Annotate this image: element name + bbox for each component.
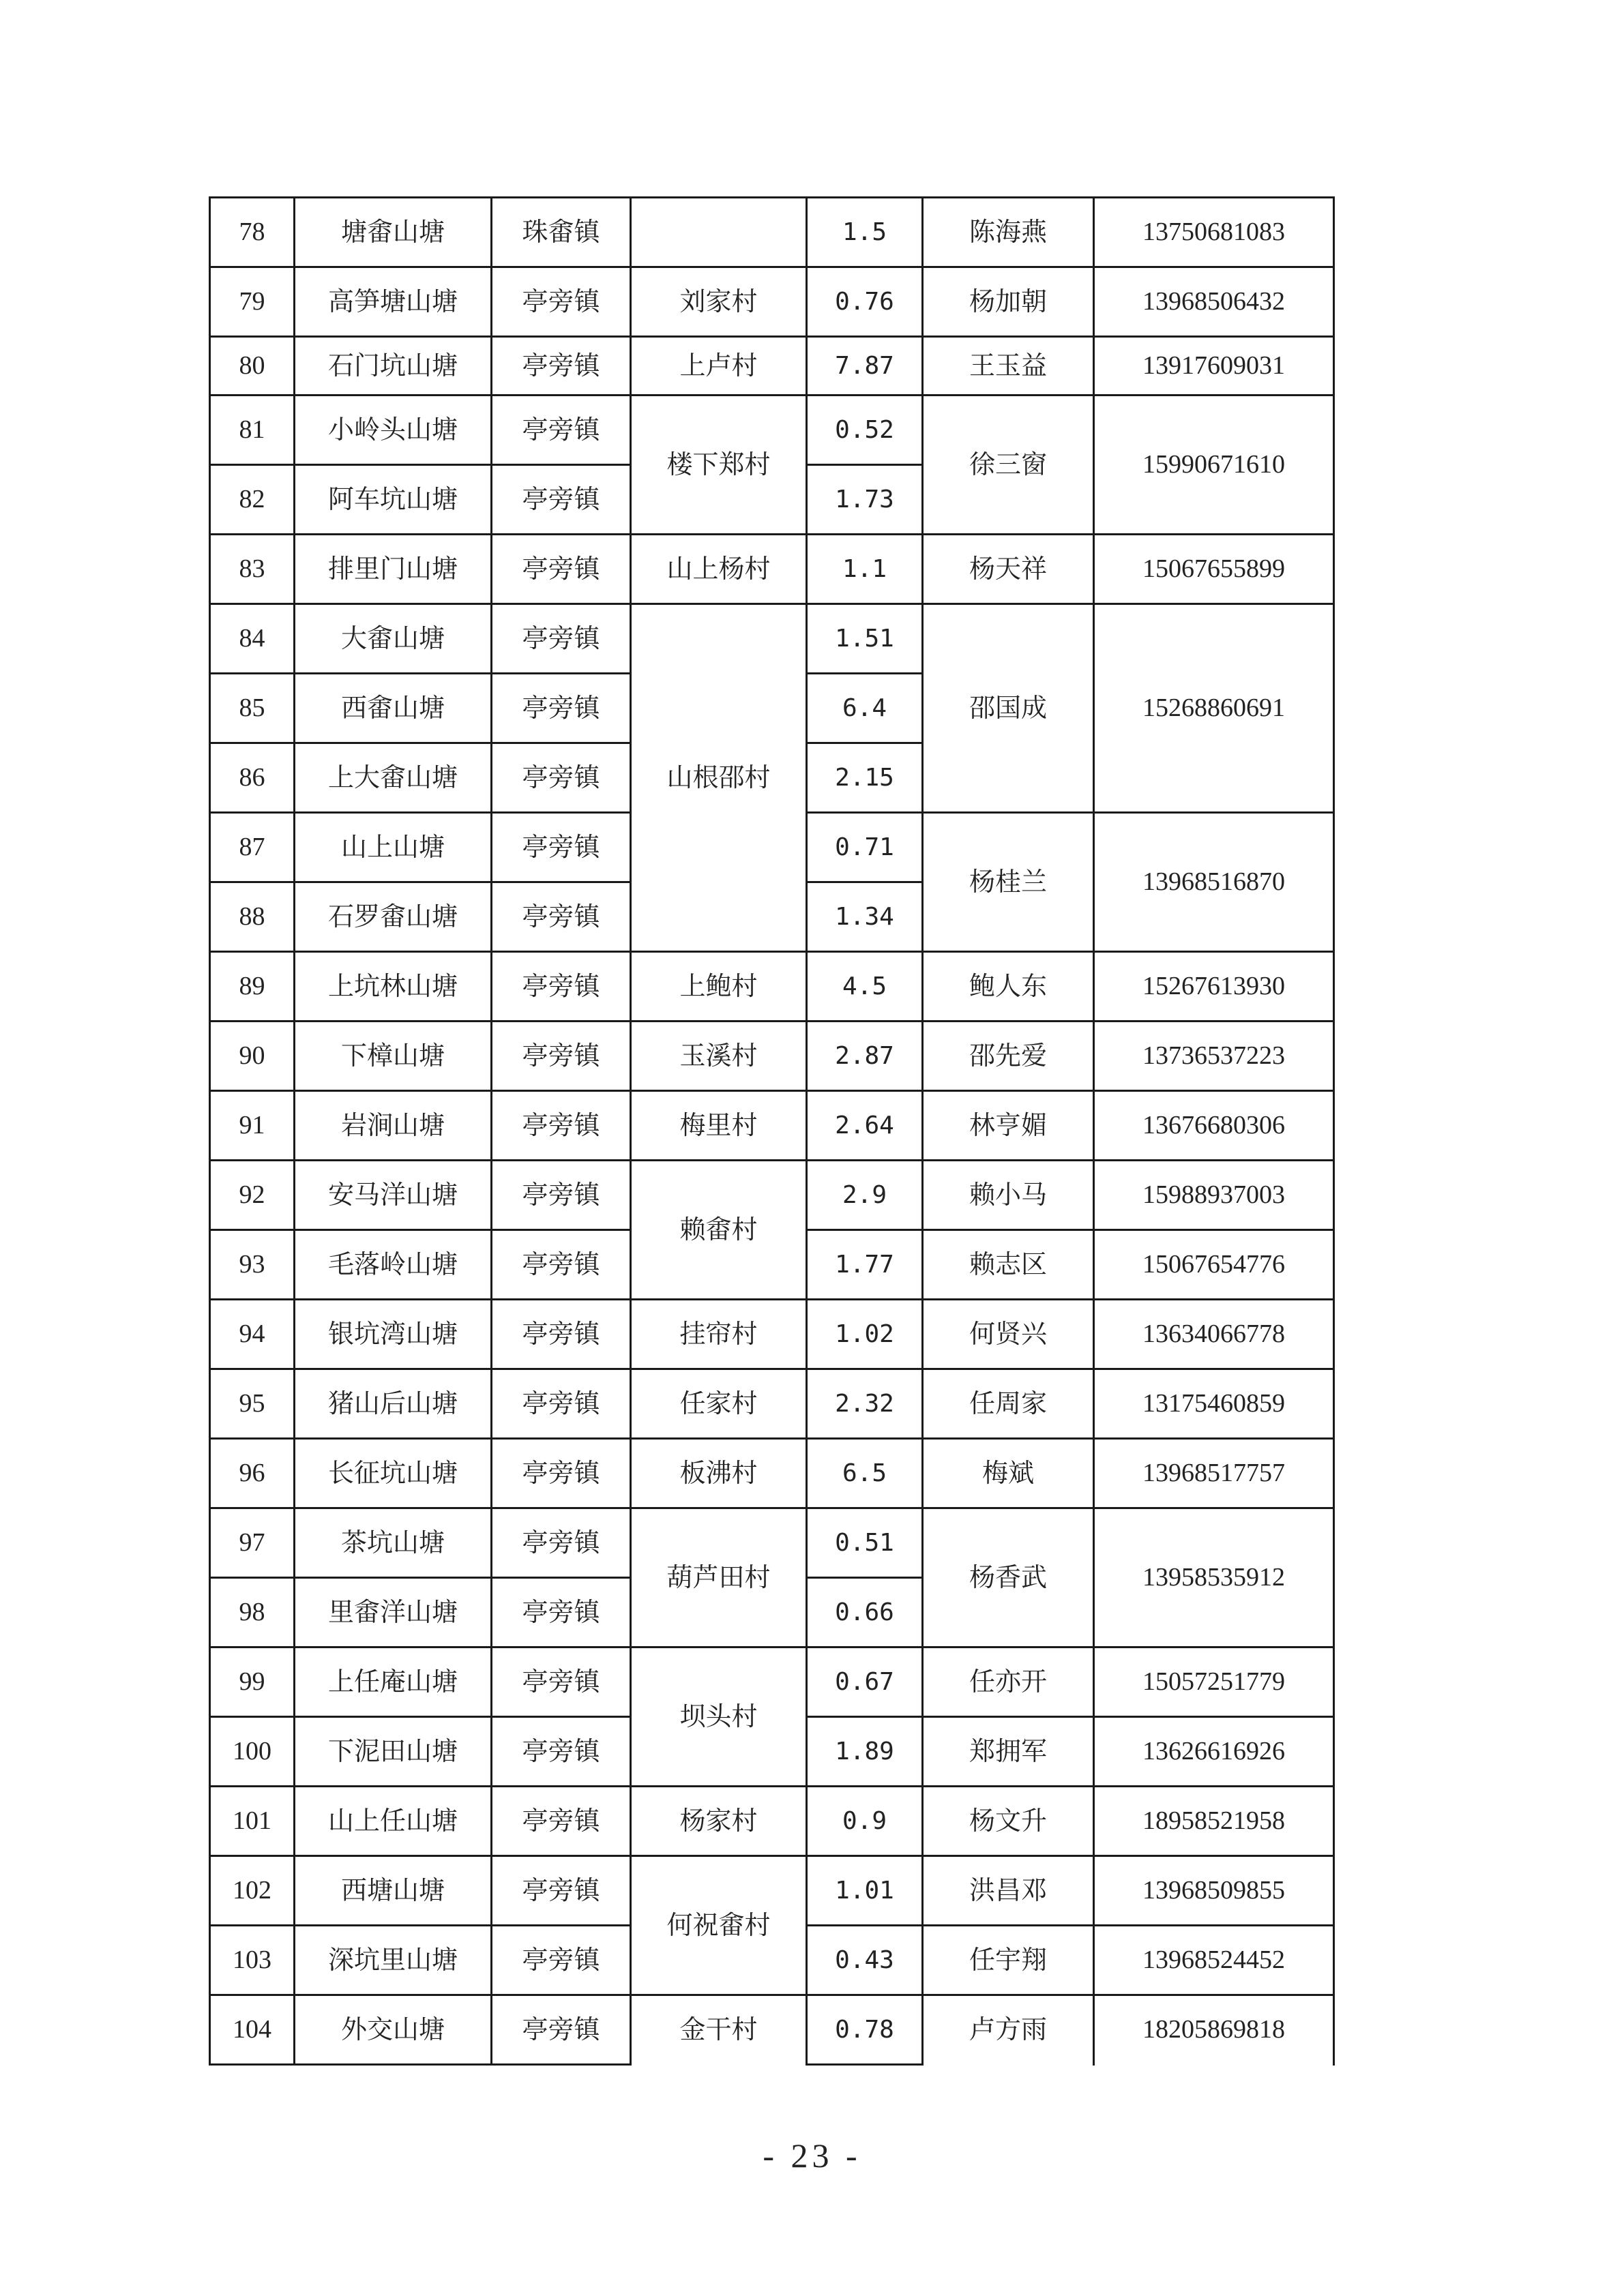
capacity-value: 2.15	[807, 743, 923, 813]
town-name: 亭旁镇	[492, 1439, 631, 1508]
table-row	[210, 1995, 1334, 2065]
row-number: 88	[210, 882, 295, 952]
capacity-value: 1.1	[807, 535, 923, 604]
contact-phone: 15067655899	[1094, 535, 1334, 604]
reservoir-name: 山上任山塘	[295, 1787, 492, 1856]
capacity-value: 0.43	[807, 1926, 923, 1995]
village-name: 何祝畬村	[631, 1856, 807, 1995]
town-name: 亭旁镇	[492, 1578, 631, 1648]
village-name: 刘家村	[631, 267, 807, 337]
table-row	[210, 1300, 1334, 1369]
reservoir-name: 山上山塘	[295, 813, 492, 882]
table-row	[210, 1856, 1334, 1926]
reservoir-name: 大畬山塘	[295, 604, 492, 674]
contact-phone: 15988937003	[1094, 1161, 1334, 1230]
capacity-value: 0.78	[807, 1995, 923, 2065]
capacity-value: 1.89	[807, 1717, 923, 1787]
contact-name: 杨桂兰	[923, 813, 1094, 952]
contact-phone: 13676680306	[1094, 1091, 1334, 1161]
village-name: 玉溪村	[631, 1022, 807, 1091]
contact-name: 任周家	[923, 1369, 1094, 1439]
reservoir-name: 小岭头山塘	[295, 396, 492, 465]
contact-phone: 13958535912	[1094, 1508, 1334, 1648]
reservoir-table	[209, 196, 1335, 2066]
contact-phone: 13750681083	[1094, 198, 1334, 267]
contact-name: 任宇翔	[923, 1926, 1094, 1995]
reservoir-name: 银坑湾山塘	[295, 1300, 492, 1369]
village-name: 上卢村	[631, 337, 807, 396]
reservoir-name: 下樟山塘	[295, 1022, 492, 1091]
page-number: - 23 -	[763, 2136, 861, 2175]
contact-phone: 13968517757	[1094, 1439, 1334, 1508]
town-name: 亭旁镇	[492, 1856, 631, 1926]
reservoir-name: 排里门山塘	[295, 535, 492, 604]
contact-name: 赖志区	[923, 1230, 1094, 1300]
capacity-value: 1.5	[807, 198, 923, 267]
row-number: 82	[210, 465, 295, 535]
reservoir-name: 石罗畬山塘	[295, 882, 492, 952]
contact-name: 王玉益	[923, 337, 1094, 396]
capacity-value: 6.5	[807, 1439, 923, 1508]
town-name: 亭旁镇	[492, 743, 631, 813]
row-number: 80	[210, 337, 295, 396]
town-name: 亭旁镇	[492, 1787, 631, 1856]
contact-name: 杨香武	[923, 1508, 1094, 1648]
town-name: 亭旁镇	[492, 1508, 631, 1578]
row-number: 103	[210, 1926, 295, 1995]
table-row	[210, 1439, 1334, 1508]
contact-name: 鲍人东	[923, 952, 1094, 1022]
contact-phone: 15057251779	[1094, 1648, 1334, 1717]
table-row	[210, 1369, 1334, 1439]
reservoir-name: 毛落岭山塘	[295, 1230, 492, 1300]
reservoir-name: 阿车坑山塘	[295, 465, 492, 535]
table-row	[210, 396, 1334, 465]
row-number: 100	[210, 1717, 295, 1787]
table-row	[210, 952, 1334, 1022]
contact-phone: 13968524452	[1094, 1926, 1334, 1995]
contact-phone: 15268860691	[1094, 604, 1334, 813]
capacity-value: 1.34	[807, 882, 923, 952]
row-number: 85	[210, 674, 295, 743]
capacity-value: 2.9	[807, 1161, 923, 1230]
row-number: 86	[210, 743, 295, 813]
town-name: 亭旁镇	[492, 952, 631, 1022]
village-name: 葫芦田村	[631, 1508, 807, 1648]
table-row	[210, 337, 1334, 396]
capacity-value: 2.87	[807, 1022, 923, 1091]
town-name: 亭旁镇	[492, 396, 631, 465]
contact-name: 任亦开	[923, 1648, 1094, 1717]
town-name: 亭旁镇	[492, 1995, 631, 2065]
reservoir-name: 长征坑山塘	[295, 1439, 492, 1508]
contact-name: 陈海燕	[923, 198, 1094, 267]
capacity-value: 2.64	[807, 1091, 923, 1161]
reservoir-name: 里畬洋山塘	[295, 1578, 492, 1648]
contact-name: 郑拥军	[923, 1717, 1094, 1787]
reservoir-name: 外交山塘	[295, 1995, 492, 2065]
row-number: 83	[210, 535, 295, 604]
contact-phone: 15267613930	[1094, 952, 1334, 1022]
capacity-value: 4.5	[807, 952, 923, 1022]
row-number: 84	[210, 604, 295, 674]
reservoir-name: 高笋塘山塘	[295, 267, 492, 337]
row-number: 93	[210, 1230, 295, 1300]
contact-name: 梅斌	[923, 1439, 1094, 1508]
town-name: 亭旁镇	[492, 465, 631, 535]
town-name: 珠畬镇	[492, 198, 631, 267]
row-number: 96	[210, 1439, 295, 1508]
town-name: 亭旁镇	[492, 1022, 631, 1091]
row-number: 104	[210, 1995, 295, 2065]
capacity-value: 0.67	[807, 1648, 923, 1717]
row-number: 79	[210, 267, 295, 337]
town-name: 亭旁镇	[492, 1648, 631, 1717]
capacity-value: 1.77	[807, 1230, 923, 1300]
capacity-value: 7.87	[807, 337, 923, 396]
town-name: 亭旁镇	[492, 535, 631, 604]
contact-name: 徐三窗	[923, 396, 1094, 535]
contact-name: 卢方雨	[923, 1995, 1094, 2065]
contact-phone: 15990671610	[1094, 396, 1334, 535]
village-name: 金干村	[631, 1995, 807, 2065]
row-number: 90	[210, 1022, 295, 1091]
contact-phone: 13968516870	[1094, 813, 1334, 952]
village-name: 上鲍村	[631, 952, 807, 1022]
town-name: 亭旁镇	[492, 1300, 631, 1369]
row-number: 98	[210, 1578, 295, 1648]
capacity-value: 1.73	[807, 465, 923, 535]
reservoir-name: 猪山后山塘	[295, 1369, 492, 1439]
row-number: 95	[210, 1369, 295, 1439]
village-name: 山上杨村	[631, 535, 807, 604]
reservoir-name: 石门坑山塘	[295, 337, 492, 396]
contact-name: 林亨媚	[923, 1091, 1094, 1161]
contact-phone: 18205869818	[1094, 1995, 1334, 2065]
contact-phone: 13917609031	[1094, 337, 1334, 396]
table-row	[210, 198, 1334, 267]
contact-name: 邵国成	[923, 604, 1094, 813]
town-name: 亭旁镇	[492, 674, 631, 743]
row-number: 87	[210, 813, 295, 882]
contact-phone: 13968506432	[1094, 267, 1334, 337]
capacity-value: 1.01	[807, 1856, 923, 1926]
contact-name: 杨加朝	[923, 267, 1094, 337]
town-name: 亭旁镇	[492, 1926, 631, 1995]
reservoir-name: 茶坑山塘	[295, 1508, 492, 1578]
reservoir-name: 深坑里山塘	[295, 1926, 492, 1995]
table-row	[210, 1091, 1334, 1161]
reservoir-name: 下泥田山塘	[295, 1717, 492, 1787]
village-name: 坝头村	[631, 1648, 807, 1787]
contact-phone: 13968509855	[1094, 1856, 1334, 1926]
village-name: 杨家村	[631, 1787, 807, 1856]
contact-phone: 13175460859	[1094, 1369, 1334, 1439]
capacity-value: 1.51	[807, 604, 923, 674]
village-name: 梅里村	[631, 1091, 807, 1161]
row-number: 99	[210, 1648, 295, 1717]
town-name: 亭旁镇	[492, 1161, 631, 1230]
capacity-value: 2.32	[807, 1369, 923, 1439]
reservoir-table-page	[209, 196, 1333, 2066]
reservoir-name: 安马洋山塘	[295, 1161, 492, 1230]
village-name: 楼下郑村	[631, 396, 807, 535]
contact-name: 何贤兴	[923, 1300, 1094, 1369]
row-number: 89	[210, 952, 295, 1022]
town-name: 亭旁镇	[492, 267, 631, 337]
contact-name: 邵先爱	[923, 1022, 1094, 1091]
reservoir-name: 西畬山塘	[295, 674, 492, 743]
capacity-value: 0.9	[807, 1787, 923, 1856]
table-row	[210, 535, 1334, 604]
row-number: 101	[210, 1787, 295, 1856]
row-number: 102	[210, 1856, 295, 1926]
capacity-value: 1.02	[807, 1300, 923, 1369]
contact-phone: 13736537223	[1094, 1022, 1334, 1091]
contact-name: 洪昌邓	[923, 1856, 1094, 1926]
contact-name: 杨文升	[923, 1787, 1094, 1856]
table-row	[210, 1022, 1334, 1091]
table-row	[210, 267, 1334, 337]
row-number: 78	[210, 198, 295, 267]
capacity-value: 0.51	[807, 1508, 923, 1578]
table-row	[210, 604, 1334, 674]
capacity-value: 6.4	[807, 674, 923, 743]
town-name: 亭旁镇	[492, 813, 631, 882]
capacity-value: 0.76	[807, 267, 923, 337]
town-name: 亭旁镇	[492, 1230, 631, 1300]
row-number: 97	[210, 1508, 295, 1578]
village-name: 山根邵村	[631, 604, 807, 952]
village-name: 任家村	[631, 1369, 807, 1439]
row-number: 91	[210, 1091, 295, 1161]
reservoir-name: 上大畬山塘	[295, 743, 492, 813]
reservoir-name: 上任庵山塘	[295, 1648, 492, 1717]
row-number: 81	[210, 396, 295, 465]
town-name: 亭旁镇	[492, 1091, 631, 1161]
village-name: 赖畬村	[631, 1161, 807, 1300]
table-row	[210, 1508, 1334, 1578]
table-row	[210, 1648, 1334, 1717]
town-name: 亭旁镇	[492, 1369, 631, 1439]
capacity-value: 0.52	[807, 396, 923, 465]
contact-phone: 15067654776	[1094, 1230, 1334, 1300]
reservoir-name: 岩涧山塘	[295, 1091, 492, 1161]
contact-name: 杨天祥	[923, 535, 1094, 604]
contact-name: 赖小马	[923, 1161, 1094, 1230]
village-name: 板沸村	[631, 1439, 807, 1508]
village-name	[631, 198, 807, 267]
village-name: 挂帘村	[631, 1300, 807, 1369]
town-name: 亭旁镇	[492, 882, 631, 952]
contact-phone: 13626616926	[1094, 1717, 1334, 1787]
row-number: 92	[210, 1161, 295, 1230]
reservoir-name: 西塘山塘	[295, 1856, 492, 1926]
contact-phone: 13634066778	[1094, 1300, 1334, 1369]
town-name: 亭旁镇	[492, 604, 631, 674]
reservoir-name: 上坑林山塘	[295, 952, 492, 1022]
contact-phone: 18958521958	[1094, 1787, 1334, 1856]
town-name: 亭旁镇	[492, 337, 631, 396]
capacity-value: 0.71	[807, 813, 923, 882]
town-name: 亭旁镇	[492, 1717, 631, 1787]
capacity-value: 0.66	[807, 1578, 923, 1648]
reservoir-name: 塘畬山塘	[295, 198, 492, 267]
table-row	[210, 1787, 1334, 1856]
row-number: 94	[210, 1300, 295, 1369]
table-row	[210, 1161, 1334, 1230]
